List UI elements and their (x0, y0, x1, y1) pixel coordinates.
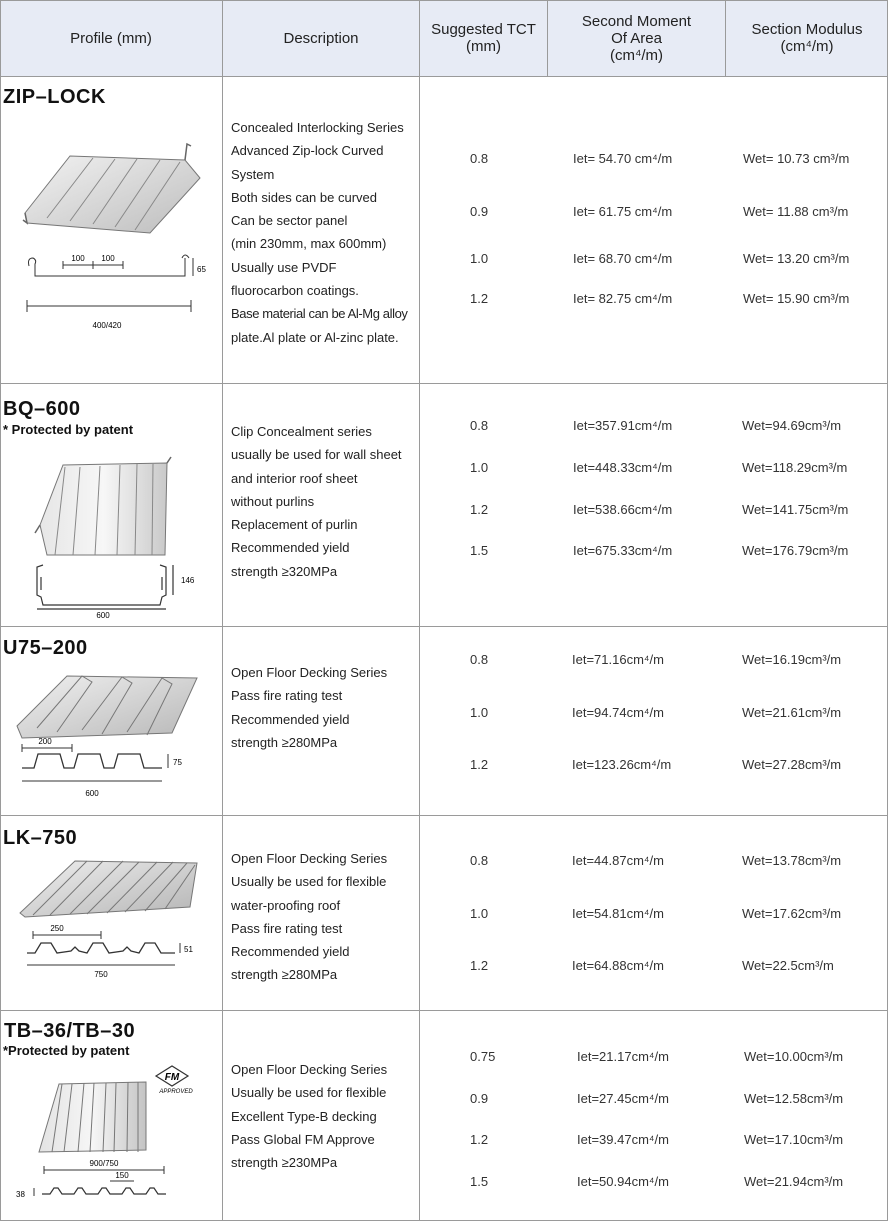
modulus-value: Wet=22.5cm³/m (742, 958, 834, 973)
dim-label: 400/420 (92, 321, 122, 330)
description-block (231, 1058, 421, 1174)
grid-line (0, 0, 1, 1221)
header-profile-label: Profile (mm) (70, 29, 152, 47)
dim-label: 600 (96, 611, 110, 620)
modulus-value: Wet=12.58cm³/m (744, 1091, 844, 1106)
modulus-value: Wet=27.28cm³/m (742, 757, 842, 772)
tct-value: 1.0 (470, 906, 489, 921)
tct-value: 1.5 (470, 543, 489, 558)
tct-value: 1.0 (470, 251, 489, 266)
moment-value: Iet=71.16cm⁴/m (572, 652, 664, 667)
tct-value: 1.2 (470, 757, 489, 772)
tct-value: 1.5 (470, 1174, 489, 1189)
dim-label: 75 (173, 758, 182, 767)
dim-label: 100 (71, 254, 85, 263)
tct-value: 0.8 (470, 652, 489, 667)
dim-label: 100 (101, 254, 115, 263)
moment-value: Iet=54.81cm⁴/m (572, 906, 664, 921)
moment-value: Iet=39.47cm⁴/m (577, 1132, 669, 1147)
dim-label: 146 (181, 576, 195, 585)
header-modulus-line1: Section Modulus (751, 21, 863, 38)
grid-line (887, 0, 888, 1221)
badge-text: APPROVED (159, 1089, 193, 1095)
tct-value: 1.2 (470, 291, 489, 306)
grid-line (547, 0, 548, 77)
description-line: Usually be used for flexible (231, 874, 387, 890)
description-line: usually be used for wall sheet (231, 447, 402, 463)
badge-text: FM (164, 1072, 180, 1083)
moment-value: Iet=675.33cm⁴/m (573, 543, 673, 558)
modulus-value: Wet=21.94cm³/m (744, 1174, 844, 1189)
patent-note: * Protected by patent (3, 422, 134, 437)
u75-200-profile-drawing (12, 668, 212, 803)
dim-label: 200 (38, 737, 52, 746)
description-block (231, 847, 421, 987)
header-moment-line3: (cm⁴/m) (609, 46, 664, 64)
moment-value: Iet=50.94cm⁴/m (577, 1174, 669, 1189)
description-line: and interior roof sheet (231, 470, 358, 486)
description-block (231, 116, 421, 349)
moment-value: Iet= 54.70 cm⁴/m (573, 151, 673, 166)
description-line: Can be sector panel (231, 213, 348, 229)
tct-value: 1.0 (470, 460, 489, 475)
description-line: Usually use PVDF (231, 259, 337, 275)
description-line: Excellent Type-B decking (231, 1108, 377, 1124)
modulus-value: Wet=94.69cm³/m (742, 418, 842, 433)
description-line: Both sides can be curved (231, 189, 377, 205)
grid-line (0, 626, 888, 627)
header-tct (420, 0, 547, 76)
modulus-value: Wet=21.61cm³/m (742, 705, 842, 720)
description-line: strength ≥230MPa (231, 1155, 338, 1171)
patent-note: *Protected by patent (3, 1043, 130, 1058)
header-profile (0, 0, 222, 76)
modulus-value: Wet= 11.88 cm³/m (743, 204, 849, 219)
description-line: without purlins (231, 493, 315, 509)
description-line: plate.Al plate or Al-zinc plate. (231, 329, 399, 345)
moment-value: Iet= 68.70 cm⁴/m (573, 251, 673, 266)
tct-value: 0.9 (470, 204, 489, 219)
moment-value: Iet=27.45cm⁴/m (577, 1091, 669, 1106)
tct-value: 0.8 (470, 418, 489, 433)
header-modulus (726, 0, 888, 76)
description-line: Recommended yield (231, 711, 350, 727)
dim-label: 750 (94, 970, 108, 979)
description-line: strength ≥280MPa (231, 734, 338, 750)
modulus-value: Wet=17.10cm³/m (744, 1132, 844, 1147)
grid-line (0, 1220, 888, 1221)
tct-value: 0.8 (470, 151, 489, 166)
modulus-value: Wet=13.78cm³/m (742, 853, 842, 868)
description-line: Open Floor Decking Series (231, 665, 388, 680)
description-block (231, 420, 421, 583)
dim-label: 250 (50, 924, 64, 933)
description-line: Open Floor Decking Series (231, 851, 388, 866)
zip-lock-profile-drawing (15, 138, 215, 338)
modulus-value: Wet= 15.90 cm³/m (743, 291, 850, 306)
description-line: strength ≥320MPa (231, 563, 338, 579)
description-line: Pass fire rating test (231, 688, 343, 704)
description-line: Usually be used for flexible (231, 1085, 387, 1101)
description-line: strength ≥280MPa (231, 967, 338, 983)
description-line: Open Floor Decking Series (231, 1062, 388, 1077)
bq-600-profile-drawing (25, 455, 215, 620)
grid-line (0, 0, 888, 1)
tb-36-profile-drawing (14, 1062, 219, 1212)
description-line: Recommended yield (231, 540, 350, 556)
description-line: Replacement of purlin (231, 517, 358, 533)
grid-line (222, 0, 223, 1221)
modulus-value: Wet=10.00cm³/m (744, 1049, 844, 1064)
description-line: (min 230mm, max 600mm) (231, 236, 387, 252)
moment-value: Iet=94.74cm⁴/m (572, 705, 664, 720)
description-line: fluorocarbon coatings. (231, 283, 359, 299)
header-description (223, 0, 419, 76)
header-modulus-line2: (cm⁴/m) (780, 38, 834, 55)
description-line: Pass fire rating test (231, 920, 343, 936)
description-line: System (231, 166, 275, 182)
moment-value: Iet= 61.75 cm⁴/m (573, 204, 673, 219)
moment-value: Iet=123.26cm⁴/m (572, 757, 672, 772)
modulus-value: Wet= 10.73 cm³/m (743, 151, 850, 166)
header-moment-line1: Second Moment (581, 12, 692, 30)
moment-value: Iet=448.33cm⁴/m (573, 460, 673, 475)
grid-line (725, 0, 726, 77)
dim-label: 38 (16, 1190, 25, 1199)
dim-label: 65 (197, 265, 206, 274)
tct-value: 0.9 (470, 1091, 489, 1106)
product-name: LK–750 (3, 827, 78, 849)
grid-line (0, 815, 888, 816)
description-line: Clip Concealment series (231, 424, 372, 439)
dim-label: 51 (184, 945, 193, 954)
moment-value: Iet=538.66cm⁴/m (573, 502, 673, 517)
grid-line (0, 76, 888, 77)
modulus-value: Wet=176.79cm³/m (742, 543, 849, 558)
tct-value: 1.0 (470, 705, 489, 720)
product-name: ZIP–LOCK (3, 86, 106, 108)
header-description-label: Description (283, 29, 359, 47)
fm-approved-badge (156, 1066, 193, 1095)
description-line: Recommended yield (231, 944, 350, 960)
moment-value: Iet=44.87cm⁴/m (572, 853, 664, 868)
moment-value: Iet=357.91cm⁴/m (573, 418, 673, 433)
tct-value: 1.2 (470, 958, 489, 973)
dim-label: 600 (85, 789, 99, 798)
description-line: Pass Global FM Approve (231, 1131, 375, 1147)
product-name: U75–200 (3, 637, 88, 659)
product-name: TB–36/TB–30 (4, 1020, 136, 1042)
grid-line (0, 1010, 888, 1011)
dim-label: 900/750 (89, 1159, 119, 1168)
moment-value: Iet=21.17cm⁴/m (577, 1049, 669, 1064)
moment-value: Iet=64.88cm⁴/m (572, 958, 664, 973)
modulus-value: Wet=141.75cm³/m (742, 502, 849, 517)
dim-label: 150 (115, 1171, 129, 1180)
modulus-value: Wet=16.19cm³/m (742, 652, 842, 667)
header-moment-line2: Of Area (611, 29, 662, 47)
header-moment (548, 0, 725, 76)
modulus-value: Wet= 13.20 cm³/m (743, 251, 850, 266)
description-line: Concealed Interlocking Series (231, 120, 404, 135)
grid-line (0, 383, 888, 384)
moment-value: Iet= 82.75 cm⁴/m (573, 291, 673, 306)
lk-750-profile-drawing (15, 855, 215, 985)
tct-value: 0.8 (470, 853, 489, 868)
modulus-value: Wet=17.62cm³/m (742, 906, 842, 921)
header-tct-line1: Suggested TCT (431, 21, 536, 38)
header-tct-line2: (mm) (466, 38, 501, 55)
tct-value: 1.2 (470, 1132, 489, 1147)
description-line: Base material can be Al-Mg alloy (231, 306, 408, 322)
modulus-value: Wet=118.29cm³/m (742, 460, 848, 475)
description-line: Advanced Zip-lock Curved (231, 143, 384, 159)
description-block (231, 661, 421, 754)
tct-value: 1.2 (470, 502, 489, 517)
product-name: BQ–600 (3, 398, 81, 420)
description-line: water-proofing roof (231, 897, 341, 913)
tct-value: 0.75 (470, 1049, 496, 1064)
